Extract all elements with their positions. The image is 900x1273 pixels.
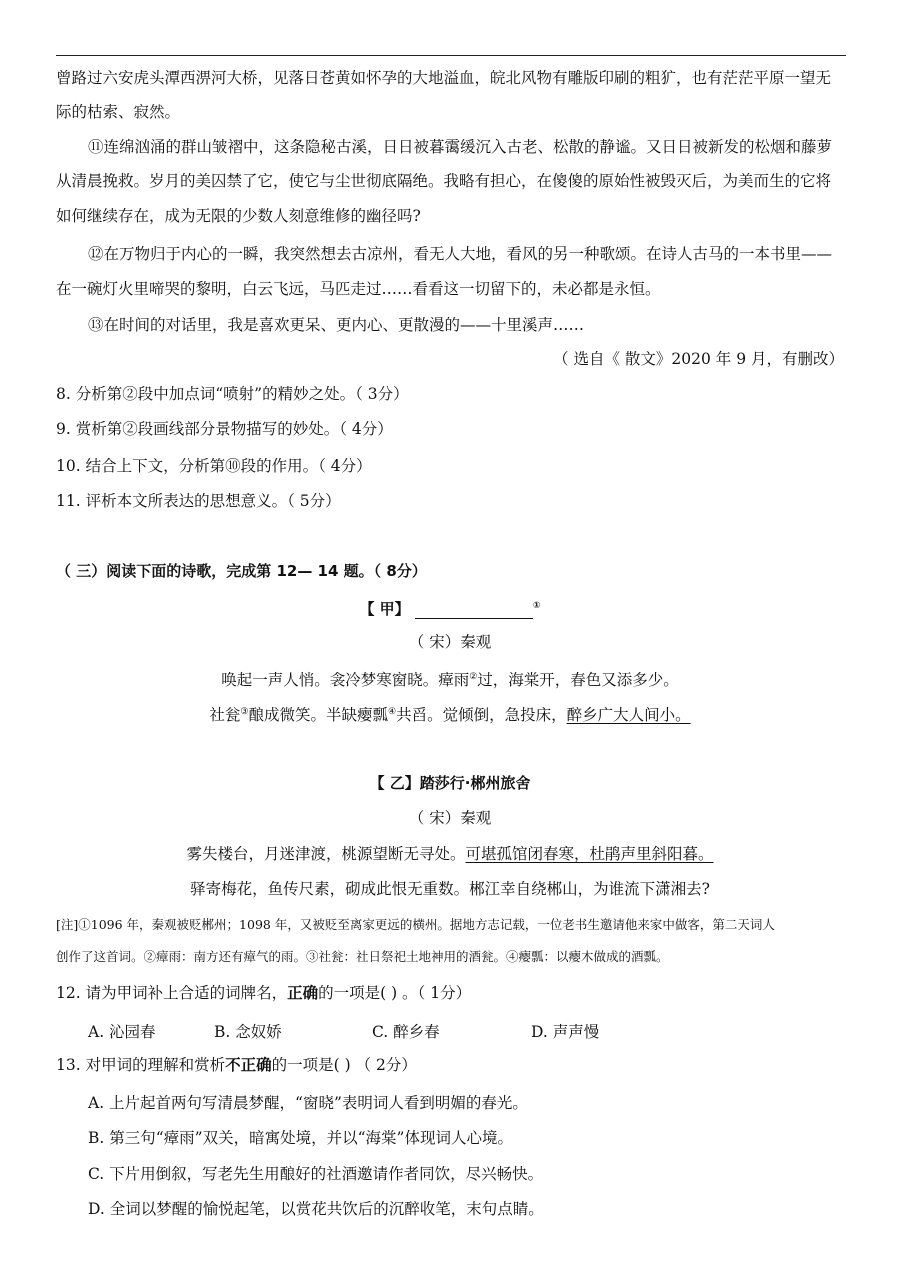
footnote-mark: ③ bbox=[240, 707, 249, 717]
top-rule bbox=[56, 55, 846, 56]
paragraph-11-line: 从清晨挽救。岁月的美囚禁了它，使它与尘世彻底隔绝。我略有担心，在傻傻的原始性被毁灭后，为美而生的它将 bbox=[56, 172, 832, 190]
paragraph-11-line: ⑪连绵汹涌的群山皱褶中，这条隐秘古溪，日日被暮霭缓沉入古老、松散的静谧。又日日被新发的松烟和藤萝 bbox=[88, 138, 833, 156]
question-text: 的一项是( ) 。（ 1分） bbox=[318, 984, 472, 1002]
poem-text: 唤起一声人悄。衾冷梦寒窗晓。瘴雨 bbox=[221, 671, 470, 690]
option-b: B. 念奴娇 bbox=[214, 1023, 282, 1041]
poem-a-author: （ 宋）秦观 bbox=[408, 633, 492, 651]
option-c: C. 下片用倒叙，写老先生用酿好的社酒邀请作者同饮，尽兴畅快。 bbox=[88, 1165, 544, 1183]
poem-b-author: （ 宋）秦观 bbox=[408, 809, 492, 827]
question-12 bbox=[56, 983, 846, 1003]
source-citation: （ 选自《 散文》2020 年 9 月，有删改） bbox=[553, 350, 844, 368]
question-text: 13. 对甲词的理解和赏析 bbox=[56, 1056, 226, 1074]
question-9: 9. 赏析第②段画线部分景物描写的妙处。（ 4分） bbox=[56, 420, 393, 438]
poem-a-title-prefix: 【 甲】 bbox=[359, 600, 410, 618]
emphasis-text: 正确 bbox=[287, 984, 319, 1002]
poem-text: 共舀。觉倾倒，急投床， bbox=[396, 706, 567, 725]
poem-a-line-2 bbox=[0, 702, 900, 725]
paragraph-13-line: ⑬在时间的对话里，我是喜欢更呆、更内心、更散漫的——十里溪声…… bbox=[88, 316, 585, 334]
option-b: B. 第三句“瘴雨”双关，暗寓处境，并以“海棠”体现词人心境。 bbox=[88, 1129, 513, 1147]
poem-title-blank bbox=[415, 602, 533, 619]
poem-a-title bbox=[0, 596, 900, 619]
option-a: A. 沁园春 bbox=[88, 1023, 156, 1041]
question-10: 10. 结合上下文，分析第⑩段的作用。（ 4分） bbox=[56, 457, 372, 475]
paragraph-line: 际的枯索、寂然。 bbox=[56, 103, 181, 121]
option-c: C. 醉乡春 bbox=[372, 1023, 440, 1041]
poem-text: 过，海棠开，春色又添多少。 bbox=[477, 671, 679, 690]
poem-b-title: 【 乙】踏莎行·郴州旅舍 bbox=[369, 774, 531, 792]
poem-b-line-1 bbox=[0, 844, 900, 864]
paragraph-line: 曾路过六安虎头潭西淠河大桥，见落日苍黄如怀孕的大地溢血，皖北风物有雕版印刷的粗犷，也有茫茫平原一望无 bbox=[56, 69, 832, 87]
question-11: 11. 评析本文所表达的思想意义。（ 5分） bbox=[56, 492, 341, 510]
section-3-title: （ 三）阅读下面的诗歌，完成第 12— 14 题。（ 8分） bbox=[56, 562, 427, 580]
option-a: A. 上片起首两句写清晨梦醒，“窗晓”表明词人看到明媚的春光。 bbox=[88, 1094, 528, 1112]
question-text: 的一项是( ) （ 2分） bbox=[271, 1056, 417, 1074]
option-d: D. 声声慢 bbox=[531, 1023, 600, 1041]
question-8: 8. 分析第②段中加点词“喷射”的精妙之处。（ 3分） bbox=[56, 385, 409, 403]
poem-text: 酿成微笑。半缺瘿瓢 bbox=[248, 706, 388, 725]
poem-text: 社瓮 bbox=[209, 706, 241, 725]
poem-text: 雾失楼台，月迷津渡，桃源望断无寻处。 bbox=[186, 845, 466, 863]
underlined-poem-text: 可堪孤馆闭春寒，杜鹃声里斜阳暮。 bbox=[465, 845, 714, 863]
underlined-poem-text: 醉乡广大人间小。 bbox=[566, 706, 691, 725]
poem-a-line-1 bbox=[0, 667, 900, 690]
footnote-mark: ② bbox=[469, 672, 478, 682]
question-text: 12. 请为甲词补上合适的词牌名， bbox=[56, 984, 288, 1002]
question-13 bbox=[56, 1055, 846, 1075]
emphasis-text: 不正确 bbox=[225, 1056, 272, 1074]
paragraph-12-line: 在一碗灯火里啼哭的黎明，白云飞远，马匹走过……看看这一切留下的，未必都是永恒。 bbox=[56, 280, 661, 298]
footnote-mark: ① bbox=[532, 601, 541, 611]
option-d: D. 全词以梦醒的愉悦起笔，以赏花共饮后的沉醉收笔，末句点睛。 bbox=[88, 1200, 544, 1218]
footnote-line: [注]①1096 年，秦观被贬郴州；1098 年，又被贬至离家更远的横州。据地方志记载，一位老书生邀请他来家中做客，第二天词人 bbox=[56, 917, 775, 932]
poem-b-line-2: 驿寄梅花，鱼传尺素，砌成此恨无重数。郴江幸自绕郴山，为谁流下潇湘去? bbox=[190, 880, 710, 898]
paragraph-12-line: ⑫在万物归于内心的一瞬，我突然想去古凉州，看无人大地，看风的另一种歌颂。在诗人古马的一本书里—— bbox=[88, 245, 833, 263]
footnote-line: 创作了这首词。②瘴雨：南方还有瘴气的雨。③社瓮：社日祭祀土地神用的酒瓮。④瘿瓢：以瘿木做成的酒瓢。 bbox=[56, 949, 669, 964]
footnote-mark: ④ bbox=[388, 707, 397, 717]
paragraph-11-line: 如何继续存在，成为无限的少数人刻意维修的幽径吗? bbox=[56, 207, 421, 225]
